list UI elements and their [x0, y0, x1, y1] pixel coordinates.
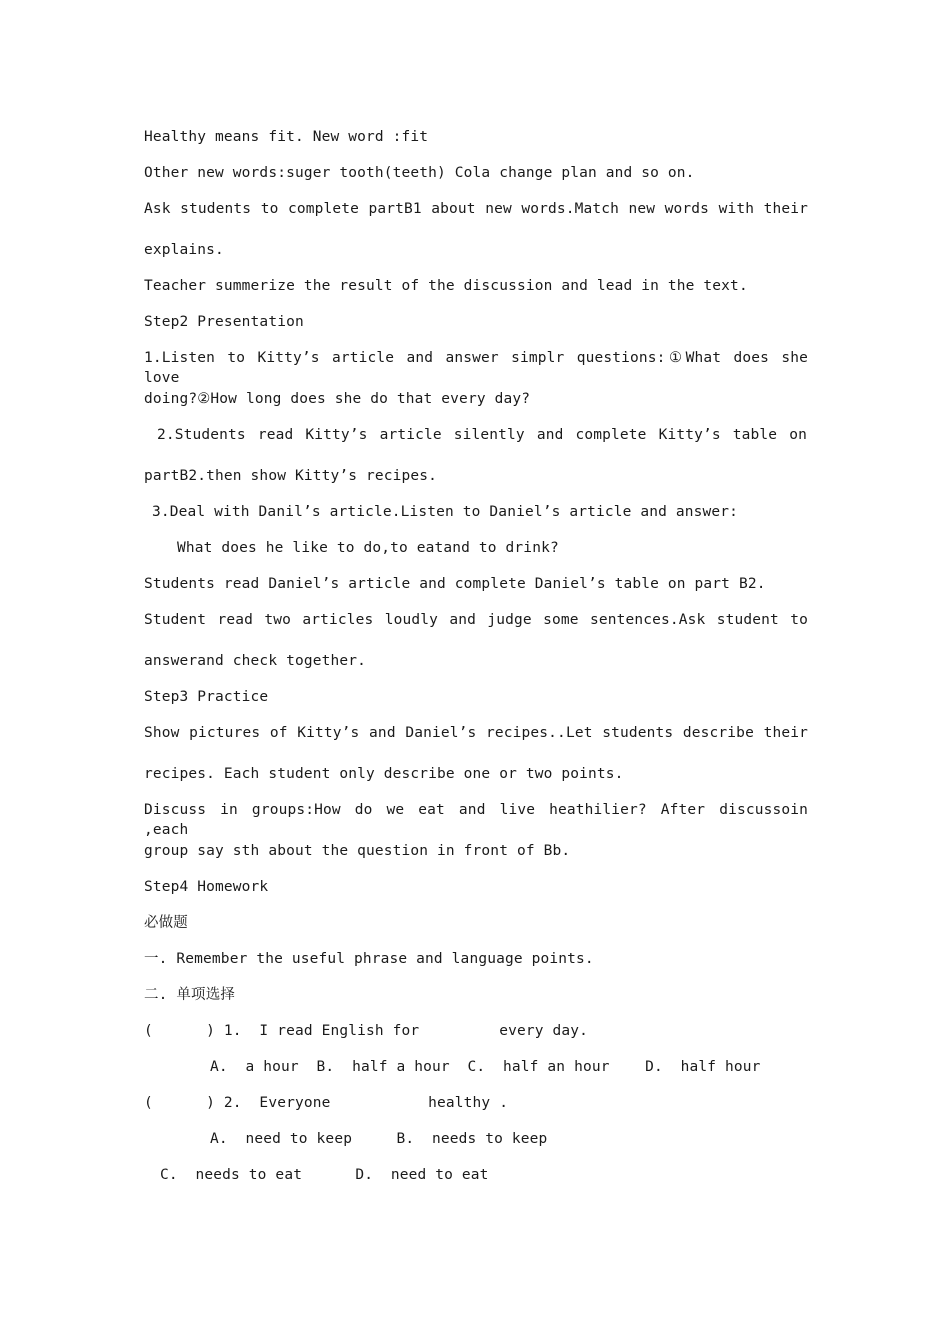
text-line: 3.Deal with Danil’s article.Listen to Daniel’s article and answer:: [152, 504, 739, 520]
question-line: ( ) 2. Everyone healthy .: [144, 1095, 509, 1111]
answer-options: A. need to keep B. needs to keep: [210, 1131, 548, 1147]
section-heading: 二. 单项选择: [144, 987, 236, 1003]
step-heading: Step4 Homework: [144, 879, 269, 895]
text-line: 2.Students read Kitty’s article silently and complete Kitty’s table on: [157, 427, 807, 443]
text-line: Healthy means fit. New word :fit: [144, 129, 429, 145]
text-line: answerand check together.: [144, 653, 366, 669]
answer-options: A. a hour B. half a hour C. half an hour D. half hour: [210, 1059, 761, 1075]
answer-options: C. needs to eat D. need to eat: [160, 1167, 489, 1183]
text-line: 1.Listen to Kitty’s article and answer simplr questions:①What does she love: [144, 350, 808, 386]
text-line: recipes. Each student only describe one or two points.: [144, 766, 624, 782]
text-line: doing?②How long does she do that every day?: [144, 391, 531, 407]
text-line: What does he like to do,to eatand to drink?: [177, 540, 559, 556]
text-line: explains.: [144, 242, 224, 258]
text-line: partB2.then show Kitty’s recipes.: [144, 468, 438, 484]
text-line: Ask students to complete partB1 about new words.Match new words with their: [144, 201, 808, 217]
text-line: Teacher summerize the result of the discussion and lead in the text.: [144, 278, 748, 294]
text-line: Other new words:suger tooth(teeth) Cola change plan and so on.: [144, 165, 695, 181]
text-line: Student read two articles loudly and judge some sentences.Ask student to: [144, 612, 808, 628]
text-line: Students read Daniel’s article and complete Daniel’s table on part B2.: [144, 576, 766, 592]
text-line: group say sth about the question in front of Bb.: [144, 843, 571, 859]
step-heading: Step2 Presentation: [144, 314, 304, 330]
section-heading: 必做题: [144, 915, 188, 931]
step-heading: Step3 Practice: [144, 689, 269, 705]
text-line: Discuss in groups:How do we eat and live heathilier? After discussoin ,each: [144, 802, 808, 838]
question-line: ( ) 1. I read English for every day.: [144, 1023, 588, 1039]
homework-item: 一. Remember the useful phrase and language points.: [144, 951, 594, 967]
text-line: Show pictures of Kitty’s and Daniel’s recipes..Let students describe their: [144, 725, 808, 741]
